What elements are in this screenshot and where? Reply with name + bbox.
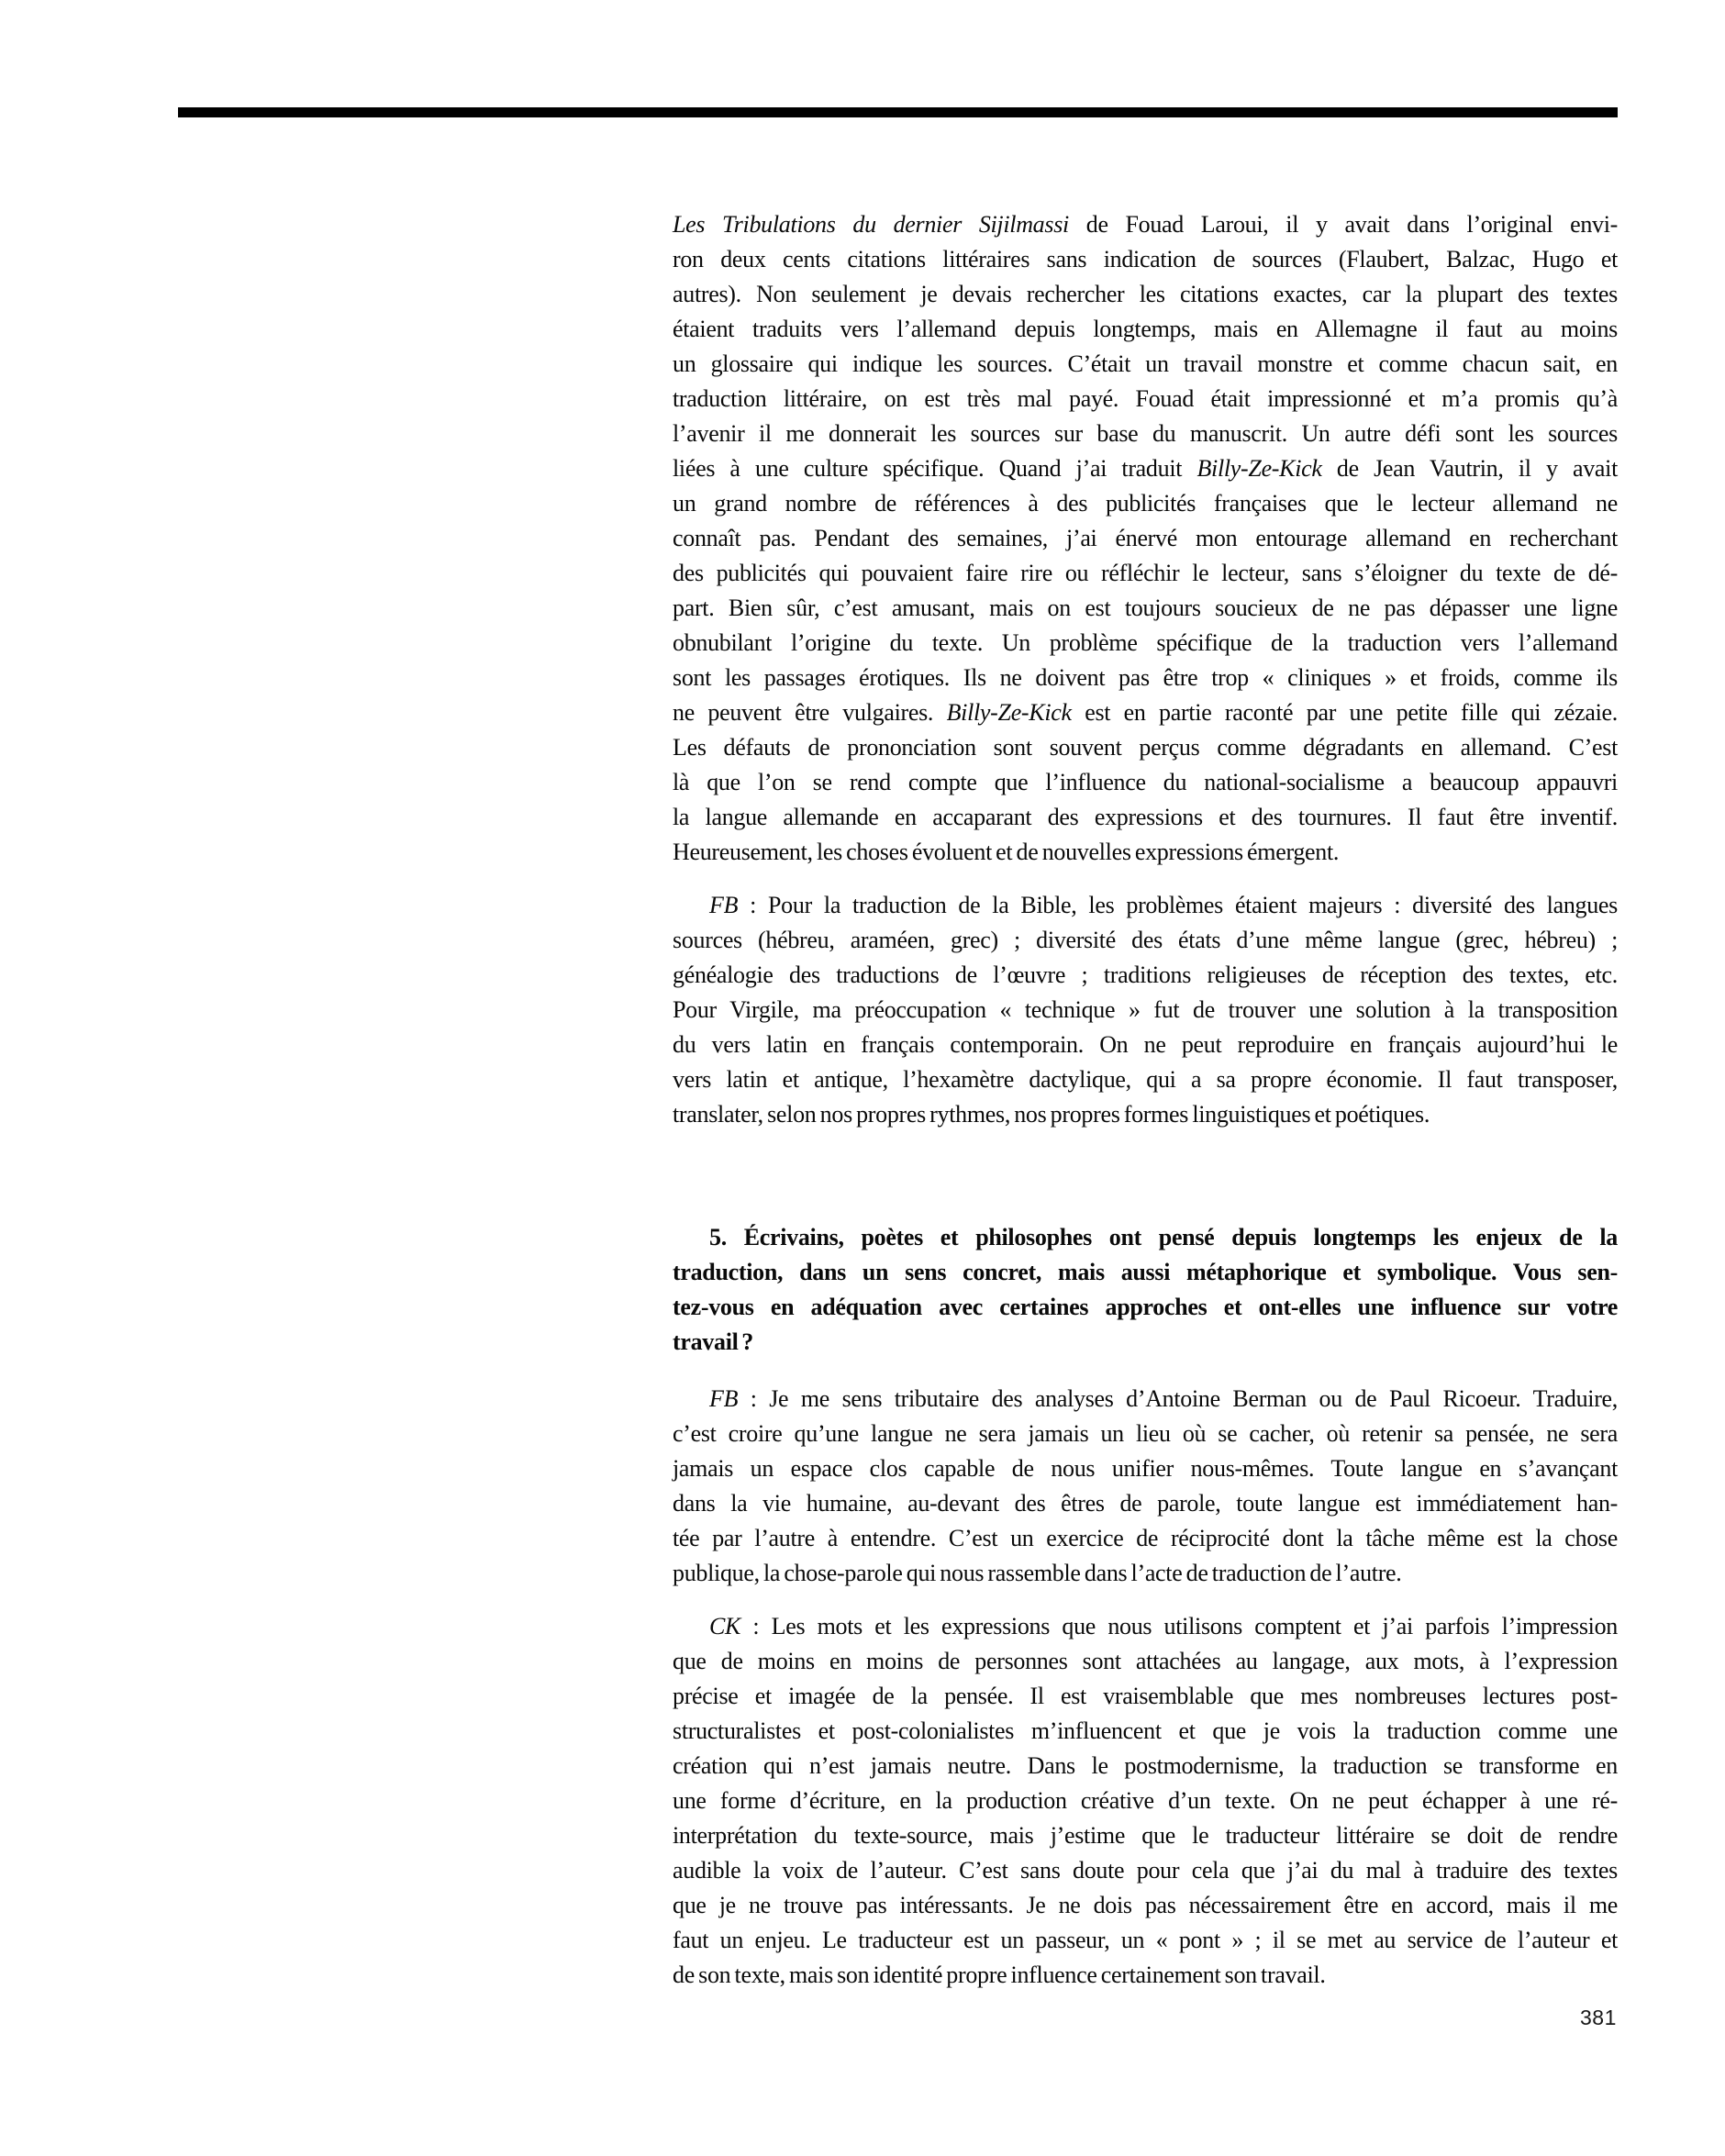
text-line: généalogie des traductions de l’œuvre ; traditions religieuses de réception des textes, etc.: [673, 961, 1618, 988]
text-line: précise et imagée de la pensée. Il est vraisemblable que mes nombreuses lectures post-: [673, 1683, 1618, 1709]
text-line: faut un enjeu. Le traducteur est un passeur, un « pont » ; il se met au service de l’auteur et: [673, 1927, 1618, 1953]
text-line: 5. Écrivains, poètes et philosophes ont pensé depuis longtemps les enjeux de la: [709, 1224, 1618, 1250]
paragraph-fb-berman: [673, 1382, 1618, 1591]
text-line: travail ?: [673, 1328, 753, 1355]
text-line: part. Bien sûr, c’est amusant, mais on est toujours soucieux de ne pas dépasser une ligne: [673, 595, 1618, 621]
text-line: traduction, dans un sens concret, mais aussi métaphorique et symbolique. Vous sen-: [673, 1259, 1618, 1285]
text-line: autres). Non seulement je devais rechercher les citations exactes, car la plupart des textes: [673, 281, 1618, 307]
text-line: l’avenir il me donnerait les sources sur base du manuscrit. Un autre défi sont les sources: [673, 420, 1618, 447]
text-line: une forme d’écriture, en la production créative d’un texte. On ne peut échapper à une ré-: [673, 1787, 1618, 1814]
paragraph-ck: [673, 1609, 1618, 1993]
text-line: du vers latin en français contemporain. On ne peut reproduire en français aujourd’hui le: [673, 1031, 1618, 1058]
paragraph-fb-bible: [673, 888, 1618, 1132]
text-line: interprétation du texte-source, mais j’estime que le traducteur littéraire se doit de rendre: [673, 1822, 1618, 1849]
text-line: c’est croire qu’une langue ne sera jamais un lieu où se cacher, où retenir sa pensée, ne sera: [673, 1420, 1618, 1447]
text-line: là que l’on se rend compte que l’influence du national-socialisme a beaucoup appauvri: [673, 769, 1618, 795]
text-line: Les Tribulations du dernier Sijilmassi de Fouad Laroui, il y avait dans l’original envi-: [673, 211, 1619, 238]
text-line: sont les passages érotiques. Ils ne doivent pas être trop « cliniques » et froids, comme ils: [673, 664, 1618, 691]
text-line: que de moins en moins de personnes sont attachées au langage, aux mots, à l’expression: [673, 1648, 1618, 1674]
text-line: Heureusement, les choses évoluent et de nouvelles expressions émergent.: [673, 839, 1340, 865]
text-line: création qui n’est jamais neutre. Dans le postmodernisme, la traduction se transforme en: [673, 1752, 1618, 1779]
top-rule: [178, 107, 1618, 117]
text-line: translater, selon nos propres rythmes, nos propres formes linguistiques et poétiques.: [673, 1101, 1430, 1128]
text-line: tez-vous en adéquation avec certaines approches et ont-elles une influence sur votre: [673, 1294, 1618, 1320]
text-line: de son texte, mais son identité propre influence certainement son travail.: [673, 1962, 1326, 1988]
text-line: la langue allemande en accaparant des expressions et des tournures. Il faut être inventif.: [673, 804, 1618, 830]
text-line: ne peuvent être vulgaires. Billy-Ze-Kick est en partie raconté par une petite fille qui zézaie.: [673, 699, 1618, 726]
text-line: étaient traduits vers l’allemand depuis longtemps, mais en Allemagne il faut au moins: [673, 316, 1618, 342]
text-line: obnubilant l’origine du texte. Un problème spécifique de la traduction vers l’allemand: [673, 629, 1618, 656]
text-line: liées à une culture spécifique. Quand j’ai traduit Billy-Ze-Kick de Jean Vautrin, il y avait: [673, 455, 1618, 482]
text-line: Les défauts de prononciation sont souvent perçus comme dégradants en allemand. C’est: [673, 734, 1618, 761]
text-line: vers latin et antique, l’hexamètre dactylique, qui a sa propre économie. Il faut transposer,: [673, 1066, 1618, 1093]
text-line: CK : Les mots et les expressions que nous utilisons comptent et j’ai parfois l’impression: [709, 1613, 1618, 1639]
text-line: jamais un espace clos capable de nous unifier nous-mêmes. Toute langue en s’avançant: [673, 1455, 1618, 1482]
text-line: publique, la chose-parole qui nous rassemble dans l’acte de traduction de l’autre.: [673, 1560, 1402, 1586]
page-number: 381: [1580, 2006, 1617, 2029]
paragraph-laroui: [673, 207, 1618, 870]
text-line: un glossaire qui indique les sources. C’était un travail monstre et comme chacun sait, en: [673, 350, 1618, 377]
text-line: connaît pas. Pendant des semaines, j’ai énervé mon entourage allemand en recherchant: [673, 525, 1618, 551]
text-line: tée par l’autre à entendre. C’est un exercice de réciprocité dont la tâche même est la chose: [673, 1525, 1618, 1551]
text-line: FB : Je me sens tributaire des analyses d’Antoine Berman ou de Paul Ricoeur. Traduire,: [709, 1385, 1618, 1412]
question-5: [673, 1220, 1618, 1360]
text-line: que je ne trouve pas intéressants. Je ne dois pas nécessairement être en accord, mais il me: [673, 1892, 1618, 1918]
text-line: Pour Virgile, ma préoccupation « technique » fut de trouver une solution à la transposition: [673, 996, 1618, 1023]
text-line: un grand nombre de références à des publicités françaises que le lecteur allemand ne: [673, 490, 1618, 517]
text-line: audible la voix de l’auteur. C’est sans doute pour cela que j’ai du mal à traduire des textes: [673, 1857, 1618, 1884]
text-column: [673, 207, 1618, 1993]
text-line: structuralistes et post-colonialistes m’influencent et que je vois la traduction comme une: [673, 1717, 1618, 1744]
text-line: traduction littéraire, on est très mal payé. Fouad était impressionné et m’a promis qu’à: [673, 385, 1618, 412]
text-line: sources (hébreu, araméen, grec) ; diversité des états d’une même langue (grec, hébreu) ;: [673, 927, 1618, 953]
text-line: ron deux cents citations littéraires sans indication de sources (Flaubert, Balzac, Hugo et: [673, 246, 1618, 272]
text-line: FB : Pour la traduction de la Bible, les problèmes étaient majeurs : diversité des langues: [709, 892, 1618, 918]
text-line: des publicités qui pouvaient faire rire ou réfléchir le lecteur, sans s’éloigner du texte de dé-: [673, 560, 1618, 586]
text-line: dans la vie humaine, au-devant des êtres de parole, toute langue est immédiatement han-: [673, 1490, 1618, 1517]
